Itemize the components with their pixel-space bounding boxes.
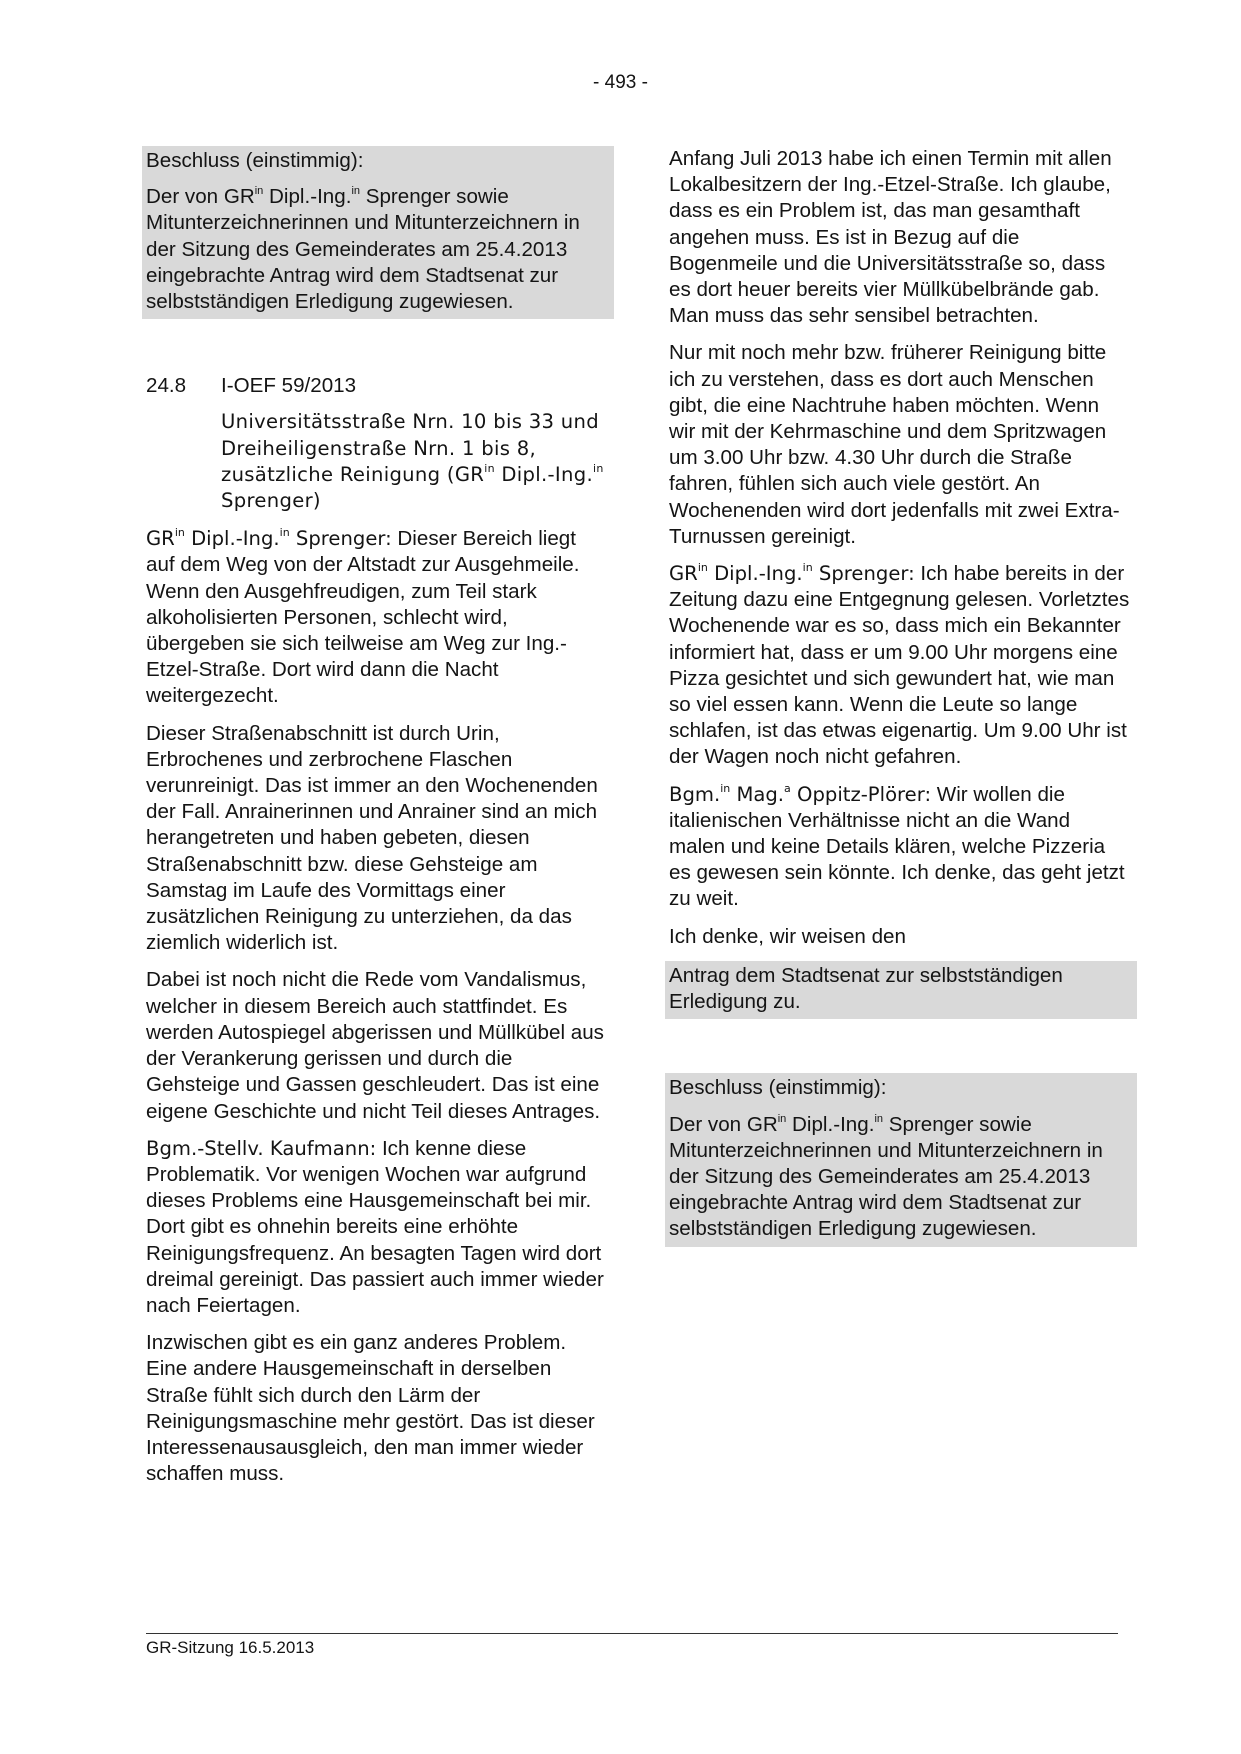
footer-text: GR-Sitzung 16.5.2013 [146,1638,315,1657]
speech-paragraph: Dabei ist noch nicht die Rede vom Vandalismus, welcher in diesem Bereich auch stattfindet. Es werden Autospiegel abgerissen und Müllkübel aus der Verankerung gerissen und durch die Gehsteige und Gassen geschleudert. Das ist eine eigene Geschichte und nicht Teil dieses Antrages. [146,968,604,1123]
agenda-item-code: I-OEF 59/2013 [221,374,357,398]
resolution-box-2 [665,1073,1137,1246]
agenda-item-header [146,373,608,399]
resolution-heading: Beschluss (einstimmig): [146,149,364,172]
page-number: - 493 - [593,72,648,93]
resolution-text: Der von $GR^{in}$ Dipl.-Ing.$^{in}$ Sprenger sowie Mitunterzeichnerinnen und Mitunterzeichnern in der Sitzung des Gemeinderates am 25.4.2013 eingebrachte Antrag wird dem Stadtsenat zur selbstständigen Erledigung zugewiesen. [669,1112,1103,1241]
speech-paragraph: Bgm.-Stellv. Kaufmann: Ich kenne diese Problematik. Vor wenigen Wochen war aufgrund dieses Problems eine Hausgemeinschaft bei mir. Dort gibt es ohnehin bereits eine erhöhte Reinigungsfrequenz. An besagten Tagen wird dort dreimal gereinigt. Das passiert auch immer wieder nach Feiertagen. [146,1136,604,1317]
speech-paragraph: Bgm.$^{in}$ Mag.$^a$ Oppitz-Plörer: Wir wollen die italienischen Verhältnisse nicht an die Wand malen und keine Details klären, welche Pizzeria es gewesen sein könnte. Ich denke, das geht jetzt zu weit. [669,781,1125,911]
motion-text: Antrag dem Stadtsenat zur selbstständigen Erledigung zu. [669,963,1063,1014]
agenda-item-number: 24.8 [146,374,187,398]
speech-paragraph: Inzwischen gibt es ein ganz anderes Problem. Eine andere Hausgemeinschaft in derselben Straße fühlt sich durch den Lärm der Reinigungsmaschine mehr gestört. Das ist dieser Interessenausausgleich, den man immer wieder schaffen muss. [146,1331,595,1486]
speaker-name: Bgm.$^{in}$ Mag.$^a$ Oppitz-Plörer: [669,781,932,806]
speech-paragraph: Dieser Straßenabschnitt ist durch Urin, Erbrochenes und zerbrochene Flaschen verunreinigt. Das ist immer an den Wochenenden der Fall. Anrainerinnen und Anrainer sind an mich herangetreten und haben gebeten, diesen Straßenabschnitt bzw. diese Gehsteige am Samstag im Laufe des Vormittags einer zusätzlichen Reinigung zu unterziehen, da das ziemlich widerlich ist. [146,721,598,955]
speech-paragraph: $GR^{in}$ Dipl.-Ing.$^{in}$ Sprenger: Ich habe bereits in der Zeitung dazu eine Entgegnung gelesen. Vorletztes Wochenende war es so, dass mich ein Bekannter informiert hat, dass er um 9.00 Uhr morgens eine Pizza gesichtet und sich gewundert hat, wie man so viel essen kann. Wenn die Leute so lange schlafen, ist das etwas eigenartig. Um 9.00 Uhr ist der Wagen noch nicht gefahren. [669,561,1130,769]
motion-shaded-box [665,961,1137,1019]
resolution-box-1 [142,146,614,319]
footer-divider [146,1633,1118,1634]
left-column [146,146,608,1498]
resolution-text: Der von $GR^{in}$ Dipl.-Ing.$^{in}$ Sprenger sowie Mitunterzeichnerinnen und Mitunterzeichnern in der Sitzung des Gemeinderates am 25.4.2013 eingebrachte Antrag wird dem Stadtsenat zur selbstständigen Erledigung zugewiesen. [146,185,580,314]
speech-paragraph: Anfang Juli 2013 habe ich einen Termin mit allen Lokalbesitzern der Ing.-Etzel-Straße. Ich glaube, dass es ein Problem ist, das man gesamthaft angehen muss. Es ist in Bezug auf die Bogenmeile und die Universitätsstraße so, dass es dort heuer bereits vier Müllkübelbrände gab. Man muss das sehr sensibel betrachten. [669,147,1112,328]
resolution-heading: Beschluss (einstimmig): [669,1076,887,1100]
speech-paragraph: $GR^{in}$ Dipl.-Ing.$^{in}$ Sprenger: Dieser Bereich liegt auf dem Weg von der Altstadt zur Ausgehmeile. Wenn den Ausgehfreudigen, zum Teil stark alkoholisierten Personen, schlecht wird, übergeben sie sich teilweise am Weg zur Ing.-Etzel-Straße. Dort wird dann die Nacht weitergezecht. [146,526,580,708]
speaker-name: $GR^{in}$ Dipl.-Ing.$^{in}$ Sprenger: [669,561,915,586]
speech-paragraph: Ich denke, wir weisen den [669,924,906,948]
agenda-item-title: Universitätsstraße Nrn. 10 bis 33 und Dreiheiligenstraße Nrn. 1 bis 8, zusätzliche Reinigung ($GR^{in}$ Dipl.-Ing.$^{in}$ Sprenger) [221,410,604,513]
right-column [669,146,1131,1247]
speaker-name: $GR^{in}$ Dipl.-Ing.$^{in}$ Sprenger: [146,526,392,551]
speaker-name: Bgm.-Stellv. Kaufmann: [146,1136,377,1160]
speech-paragraph: Nur mit noch mehr bzw. früherer Reinigung bitte ich zu verstehen, dass es dort auch Menschen gibt, die eine Nachtruhe haben möchten. Wenn wir mit der Kehrmaschine und dem Spritzwagen um 3.00 Uhr bzw. 4.30 Uhr durch die Straße fahren, fühlen sich auch viele gestört. An Wochenenden wird dort jedenfalls mit zwei Extra-Turnussen gereinigt. [669,341,1120,548]
